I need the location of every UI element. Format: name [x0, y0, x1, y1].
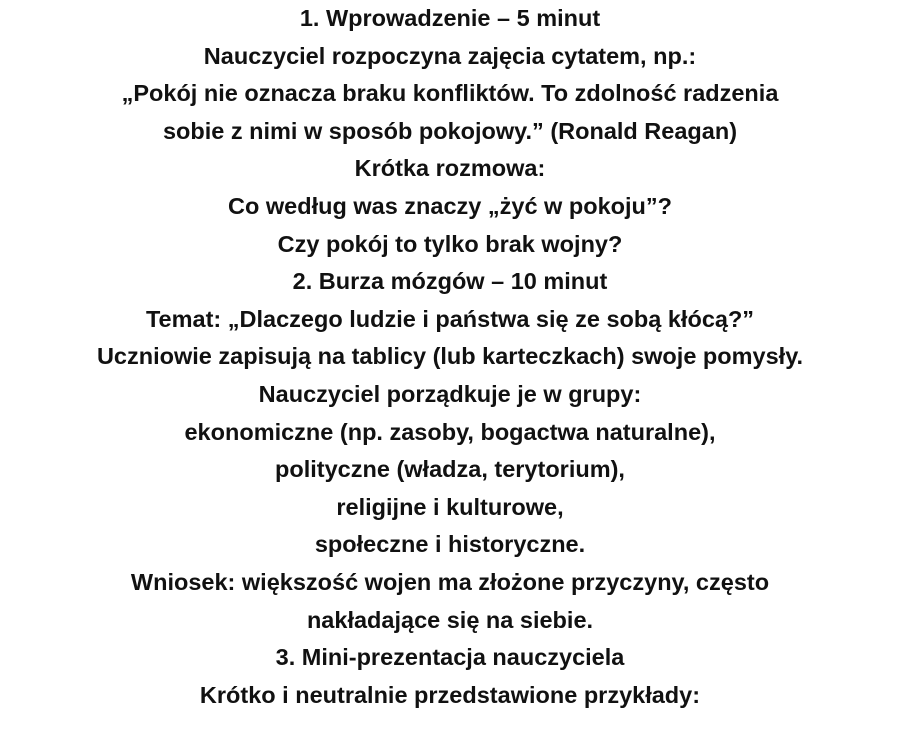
text-line: Uczniowie zapisują na tablicy (lub karteczkach) swoje pomysły. [96, 343, 804, 370]
list-item: religijne i kulturowe, [336, 493, 564, 520]
text-line: Krótka rozmowa: [354, 155, 546, 182]
list-item: ekonomiczne (np. zasoby, bogactwa naturalne), [184, 418, 716, 445]
text-line: Wniosek: większość wojen ma złożone przyczyny, często [130, 568, 770, 595]
text-line: Temat: „Dlaczego ludzie i państwa się ze sobą kłócą?” [145, 305, 755, 332]
text-line: Krótko i neutralnie przedstawione przykłady: [199, 681, 701, 708]
section-heading: 1. Wprowadzenie – 5 minut [299, 5, 601, 31]
section-heading: 2. Burza mózgów – 10 minut [292, 268, 608, 295]
text-line: Czy pokój to tylko brak wojny? [277, 230, 623, 257]
list-item: polityczne (władza, terytorium), [275, 456, 625, 483]
text-line: nakładające się na siebie. [306, 606, 594, 633]
text-line: Co według was znaczy „żyć w pokoju”? [228, 192, 672, 219]
text-line: Nauczyciel rozpoczyna zajęcia cytatem, np.: [203, 42, 697, 69]
list-item: społeczne i historyczne. [314, 531, 586, 558]
section-heading: 3. Mini-prezentacja nauczyciela [275, 644, 625, 671]
text-line: Nauczyciel porządkuje je w grupy: [258, 380, 642, 407]
quote-line: sobie z nimi w sposób pokojowy.” (Ronald Reagan) [162, 117, 738, 144]
quote-line: „Pokój nie oznacza braku konfliktów. To zdolność radzenia [121, 80, 779, 107]
